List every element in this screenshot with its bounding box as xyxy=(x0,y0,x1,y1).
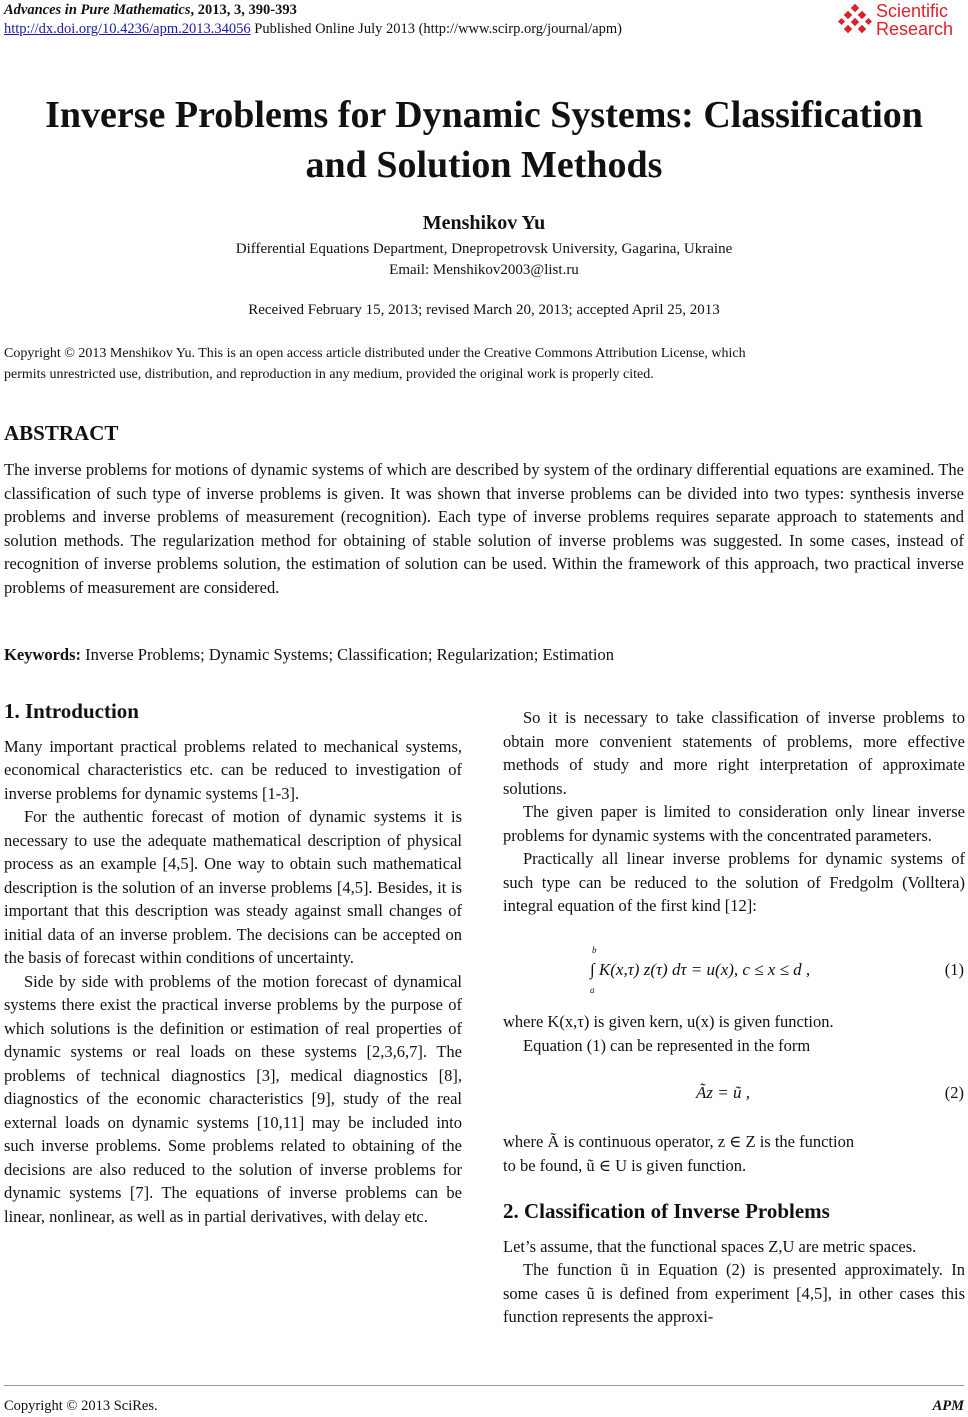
footer-journal-abbrev: APM xyxy=(932,1398,964,1414)
paragraph: to be found, ũ ∈ U is given function. xyxy=(503,1155,747,1175)
copyright-line2: permits unrestricted use, distribution, and reproduction in any medium, provided the original work is properly cited. xyxy=(4,367,654,382)
title-line2: and Solution Methods xyxy=(305,144,663,186)
equation-1: ∫ K(x,τ) z(τ) dτ = u(x), c ≤ x ≤ d , xyxy=(590,960,811,979)
received-dates: Received February 15, 2013; revised March 20, 2013; accepted April 25, 2013 xyxy=(248,302,720,318)
copyright-notice xyxy=(4,343,964,385)
keywords xyxy=(4,645,614,665)
keywords-list: Inverse Problems; Dynamic Systems; Classification; Regularization; Estimation xyxy=(81,645,614,664)
left-column xyxy=(4,700,462,1228)
paragraph: Practically all linear inverse problems for dynamic systems of such type can be reduced to the solution of Fredgolm (Volltera) integral equation of the first kind [12]: xyxy=(503,849,965,915)
doi-line xyxy=(4,20,622,39)
equation-2-number: (2) xyxy=(944,1083,964,1102)
journal-header xyxy=(4,1,622,39)
equation-1-number: (1) xyxy=(944,960,964,979)
section-heading-introduction: 1. Introduction xyxy=(4,699,139,723)
copyright-line1: Copyright © 2013 Menshikov Yu. This is an open access article distributed under the Creative Commons Attribution License, which xyxy=(4,346,746,361)
paragraph: So it is necessary to take classification of inverse problems to obtain more convenient statements of problems, more effective methods of study and more right interpretation of approximate solutions. xyxy=(503,708,965,798)
paper-title xyxy=(0,90,968,190)
integral-upper-limit: b xyxy=(592,945,597,955)
logo-line1: Scientific xyxy=(876,1,949,21)
paragraph: where K(x,τ) is given kern, u(x) is given function. xyxy=(503,1012,834,1031)
paragraph: The function ũ in Equation (2) is presented approximately. In some cases ũ is defined from experiment [4,5], in other cases this function represents the approxi- xyxy=(503,1260,965,1326)
footer-copyright: Copyright © 2013 SciRes. xyxy=(4,1398,158,1414)
author-name: Menshikov Yu xyxy=(422,212,546,234)
equation-2: Ãz = ũ , xyxy=(696,1083,750,1102)
publisher-logo-icon xyxy=(838,4,872,38)
paragraph: Side by side with problems of the motion forecast of dynamical systems there exist the practical inverse problems by the purpose of which solutions is the definition or estimation of real properties of dynamic systems or real loads on these systems [2,3,6,7]. The problems of technical diagnostics [3], medical diagnostics [8], diagnostics of the economic characteristics [9], study of the real external loads on dynamic systems [10,11] may be included into such inverse problems. Some problems related to obtaining of the decisions are also reduced to the solution of inverse problems for dynamic systems [7]. The equations of inverse problems can be linear, nonlinear, as well as in partial derivatives, with delay etc. xyxy=(4,971,462,1226)
paragraph: Equation (1) can be represented in the form xyxy=(523,1035,811,1055)
journal-name: Advances in Pure Mathematics xyxy=(4,2,191,18)
paragraph: For the authentic forecast of motion of dynamic systems it is necessary to use the adequate mathematical description of physical process as an example [4,5]. One way to obtain such mathematical description is the solution of an inverse problems [4,5]. Besides, it is important that this description was steady against small changes of initial data of an inverse problem. The decisions can be accepted on the basis of forecast within conditions of uncertainty. xyxy=(4,807,462,967)
doi-link[interactable]: http://dx.doi.org/10.4236/apm.2013.34056 xyxy=(4,21,251,37)
paragraph: where Ã is continuous operator, z ∈ Z is the function xyxy=(503,1132,855,1151)
abstract-text: The inverse problems for motions of dynamic systems of which are described by system of the ordinary differential equations are examined. The classification of such type of inverse problems is given. It was shown that inverse problems can be divided into two types: synthesis inverse problems and inverse problems of measurement (recognition). Each type of inverse problems requires separate approach to statements and solution methods. The regularization method for obtaining of stable solution of inverse problems was suggested. In some cases, instead of recognition of inverse problems solution, the estimation of solution can be used. Within the framework of this approach, two practical inverse problems of measurement are considered. xyxy=(4,460,964,597)
affiliation: Differential Equations Department, Dnepropetrovsk University, Gagarina, Ukraine xyxy=(235,241,733,257)
published-info: Published Online July 2013 (http://www.scirp.org/journal/apm) xyxy=(250,21,622,37)
section-heading-classification: 2. Classification of Inverse Problems xyxy=(503,1199,830,1223)
journal-line xyxy=(4,1,622,20)
paragraph: Let’s assume, that the functional spaces Z,U are metric spaces. xyxy=(503,1236,917,1256)
right-column-where2 xyxy=(503,1130,965,1177)
integral-lower-limit: a xyxy=(590,985,595,995)
right-column-top xyxy=(503,706,965,918)
email: Email: Menshikov2003@list.ru xyxy=(389,262,579,278)
paragraph: The given paper is limited to consideration only linear inverse problems for dynamic systems with the concentrated parameters. xyxy=(503,802,965,845)
right-column-where1 xyxy=(503,1010,965,1057)
title-line1: Inverse Problems for Dynamic Systems: Classification xyxy=(45,94,923,136)
right-column-section2 xyxy=(503,1200,965,1329)
publisher-logo xyxy=(838,2,966,42)
keywords-label: Keywords: xyxy=(4,645,81,664)
paragraph: Many important practical problems related to mechanical systems, economical characteristics etc. can be reduced to investigation of inverse problems for dynamic systems [1-3]. xyxy=(4,736,462,803)
footer-divider xyxy=(4,1385,964,1386)
volume-info: , 2013, 3, 390-393 xyxy=(190,2,297,18)
publisher-logo-text xyxy=(876,2,953,38)
logo-line2: Research xyxy=(876,19,954,39)
affiliation-block xyxy=(0,239,968,281)
abstract-heading: ABSTRACT xyxy=(4,421,119,445)
